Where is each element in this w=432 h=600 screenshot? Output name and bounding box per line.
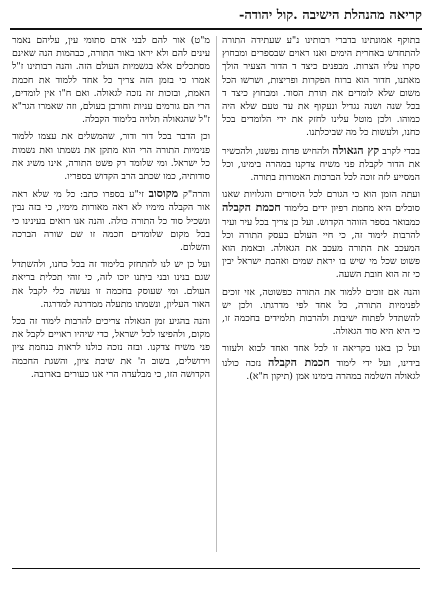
emphasized-phrase: מקוסוב [148, 187, 179, 201]
page-header [10, 6, 422, 30]
paragraph-text: בכדי לקרב [379, 145, 420, 157]
paragraph [222, 342, 420, 383]
paragraph [222, 286, 420, 339]
right-column [222, 34, 420, 554]
paragraph [12, 187, 210, 254]
text-columns [12, 34, 420, 554]
paragraph [12, 315, 210, 381]
column-divider [216, 36, 217, 552]
left-column [12, 34, 210, 554]
paragraph [222, 34, 420, 140]
paragraph-text: ולהחיש פדות נפשנו, ולהכשיר את הדור לקבלת פני משיח צדקנו במהרה בימינו, וכל המסייע לזה זוכה לכל הברכות האמורות בתורה. [222, 145, 420, 184]
paragraph [222, 144, 420, 185]
paragraph-text: והנה אם זוכים ללמוד את התורה כפשוטה, אזי זוכים לפנימיות התורה, כל אחד לפי מדרגתו. ולכן יש להשתדל לפתוח ישיבות ולהרבות תלמידים בחכמה זו, כי היא היא סוד הגאולה. [222, 286, 420, 338]
emphasized-phrase: חכמת הקבלה [268, 355, 330, 369]
paragraph [12, 130, 210, 183]
paragraph [222, 188, 420, 281]
paragraph [12, 258, 210, 311]
paragraph-text: ועל כן באנו בקריאה זו לכל אחד ואחד לבוא ולעזור בידינו, ועל ידי לימוד [222, 343, 420, 369]
paragraph-text: כמבואר בספר הזוהר הקדוש. ועל כן צריך בכל עיר ועיר להרבות לימוד זה, כי חיי העולם בעסק התורה וכל המעכב את התורה מעכב את הגאולה. ובאמת הוא פשוט שכל מי שיש בו יראת שמים ואהבת ישראל יבין כי זה הוא חובת השעה. [222, 216, 420, 281]
footer-divider [12, 568, 420, 569]
page-title: קריאה מהנהלת הישיבה .קול יהודה- [238, 8, 422, 23]
paragraph-text: ועל כן יש לנו להתחזק בלימוד זה בכל כחנו, ולהשתדל שגם בנינו ובני ביתנו יזכו לזה, כי זוהי תכלית בריאת העולם. ומי שעוסק בחכמה זו נעשה כלי לקבל את האור העליון, ונשמתו מתעלה ממדרגה למדרגה. [12, 259, 210, 310]
paragraph-text: וכן הדבר בכל דור ודור, שהמשלים את עצמו ללמוד פנימיות התורה הרי הוא מתקן את נשמתו ואת נשמות כל ישראל. ומי שלומד רק פשט התורה, אינו משיג את סודותיה, כמו שכתב הרב הקדוש בספריו. [12, 131, 210, 183]
paragraph-text: נזכה כולנו לגאולה השלמה במהרה בימינו אמן (תיקון ח"א). [222, 357, 420, 382]
paragraph-text: מ"ט) אור להם לבני אדם סתומי עין, עליהם נאמר עינים להם ולא יראו באור התורה, כבהמות הנה שאינם מסתכלים אלא בגשמיות העולם הזה. והנה רבותינו ז"ל אמרו כי בזמן הזה צריך כל אחד ללמוד את חכמת האמת, ובזכות זה נזכה לגאולה. ואם ח"ו אין לומדים, הרי הם גורמים עניות וחורבן בעולם, וזה שאמרו הגר"א ז"ל שהגאולה תלויה בלימוד הקבלה. [12, 35, 210, 126]
emphasized-phrase: קץ הגאולה [332, 143, 380, 157]
paragraph [12, 34, 210, 126]
emphasized-phrase: חכמת הקבלה [222, 201, 281, 215]
paragraph-text: והרה"ק [178, 189, 210, 201]
paragraph-text: זי"ע בספרו כתב: כל מי שלא ראה אור הקבלה מימיו לא ראה מאורות מימיו, כי בזה נבין ונשכיל סוד כל התורה כולה. והנה אנו רואים בעינינו כי בכל מקום שלומדים חכמה זו שם שורה הברכה והשלום. [12, 189, 210, 254]
paragraph-text: והנה בהגיע זמן הגאולה צריכים להרבות לימוד זה בכל מקום, ולהפיצו לכל ישראל, כדי שיהיו ראויים לקבל את פני משיח צדקנו. ובזה נזכה כולנו לראות בנחמת ציון וירושלים, בשוב ה' את שיבת ציון, והשגת החכמה הקדושה הזו, כי מבלעדה הרי אנו כעורים בארובה. [12, 316, 210, 380]
paragraph-text: בתוקף אמונתינו בדברי רבותינו נ"ע שעתידה התורה להתחדש באחרית הימים ואנו ראוים שבספרים ומבחוץ סקרו עליו הצרות. מבפנים כיצד ד הדור הצעיר הולך מאתנו, חדור הוא ברוח הפקרות ופריצות, ושרשו הכל משום שלא לומדים את תורת הסוד. ומבחוץ כיצד ד בכל שנה ושנה נגדיל ונעקוף את עד טעם שלא היה כמוהו. ולכן מוטל עלינו לחזק את ידי הלומדים בכל כחנו, ולעשות כל מה שביכלתנו. [222, 35, 420, 139]
paragraph-text: ועתה הזמן הוא כי הגורם לכל היסורים והגלויות שאנו סובלים היא מחמת רפיון ידים בלימוד [222, 189, 420, 215]
